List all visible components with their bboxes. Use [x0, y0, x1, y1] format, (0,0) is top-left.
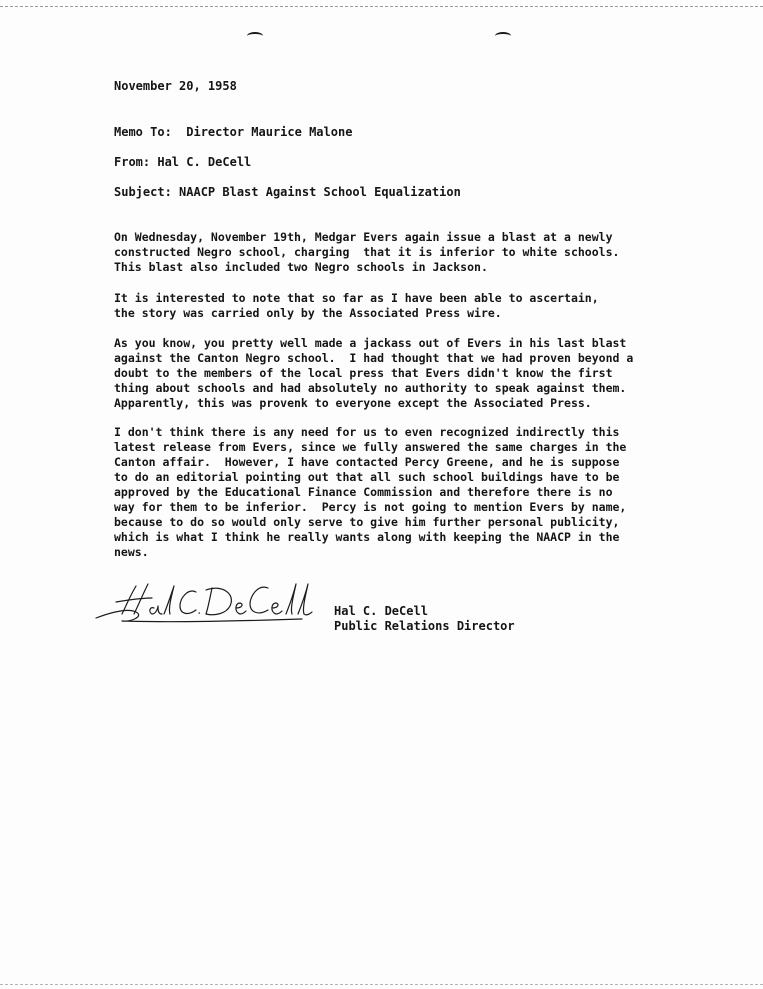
memo-from-line [114, 156, 251, 169]
paragraph-line: doubt to the members of the local press that Evers didn't know the first [114, 366, 613, 380]
memo-subject-line [114, 186, 461, 199]
handwritten-signature [92, 578, 332, 630]
memo-subject-label: Subject: [114, 185, 172, 199]
page-top-edge [0, 6, 763, 7]
paragraph-line: It is interested to note that so far as I have been able to ascertain, [114, 291, 599, 305]
body-paragraph-4 [114, 425, 684, 560]
paragraph-line: news. [114, 545, 149, 559]
paragraph-line: Canton affair. However, I have contacted Percy Greene, and he is suppose [114, 455, 620, 469]
punch-hole-right [495, 32, 511, 40]
paragraph-line: way for them to be inferior. Percy is not going to mention Evers by name, [114, 500, 627, 514]
memo-to-label: Memo To: [114, 125, 172, 139]
paragraph-line: This blast also included two Negro schools in Jackson. [114, 260, 488, 274]
paragraph-line: approved by the Educational Finance Commission and therefore there is no [114, 485, 613, 499]
paragraph-line: thing about schools and had absolutely no authority to speak against them. [114, 381, 627, 395]
paragraph-line: As you know, you pretty well made a jackass out of Evers in his last blast [114, 336, 627, 350]
memo-from-label: From: [114, 155, 151, 169]
memo-to-recipient: Director Maurice Malone [186, 125, 353, 139]
paragraph-line: because to do so would only serve to give him further personal publicity, [114, 515, 620, 529]
signatory-title: Public Relations Director [334, 619, 515, 633]
memo-from-sender: Hal C. DeCell [157, 155, 252, 169]
memo-to-line [114, 126, 352, 139]
paragraph-line: On Wednesday, November 19th, Medgar Evers again issue a blast at a newly [114, 230, 613, 244]
paragraph-line: Apparently, this was provenk to everyone except the Associated Press. [114, 396, 592, 410]
memo-subject-text: NAACP Blast Against School Equalization [179, 185, 461, 199]
punch-hole-left [247, 32, 263, 40]
memo-date: November 20, 1958 [114, 79, 237, 93]
paragraph-line: constructed Negro school, charging that it is inferior to white schools. [114, 245, 620, 259]
signatory-name: Hal C. DeCell [334, 604, 428, 618]
body-paragraph-3 [114, 336, 684, 411]
paragraph-line: I don't think there is any need for us to even recognized indirectly this [114, 425, 620, 439]
page-bottom-edge [0, 984, 763, 985]
paragraph-line: to do an editorial pointing out that all such school buildings have to be [114, 470, 620, 484]
paragraph-line: latest release from Evers, since we fully answered the same charges in the [114, 440, 627, 454]
paragraph-line: which is what I think he really wants along with keeping the NAACP in the [114, 530, 620, 544]
paragraph-line: the story was carried only by the Associated Press wire. [114, 306, 502, 320]
body-paragraph-1 [114, 230, 684, 275]
paragraph-line: against the Canton Negro school. I had thought that we had proven beyond a [114, 351, 634, 365]
body-paragraph-2 [114, 291, 684, 321]
